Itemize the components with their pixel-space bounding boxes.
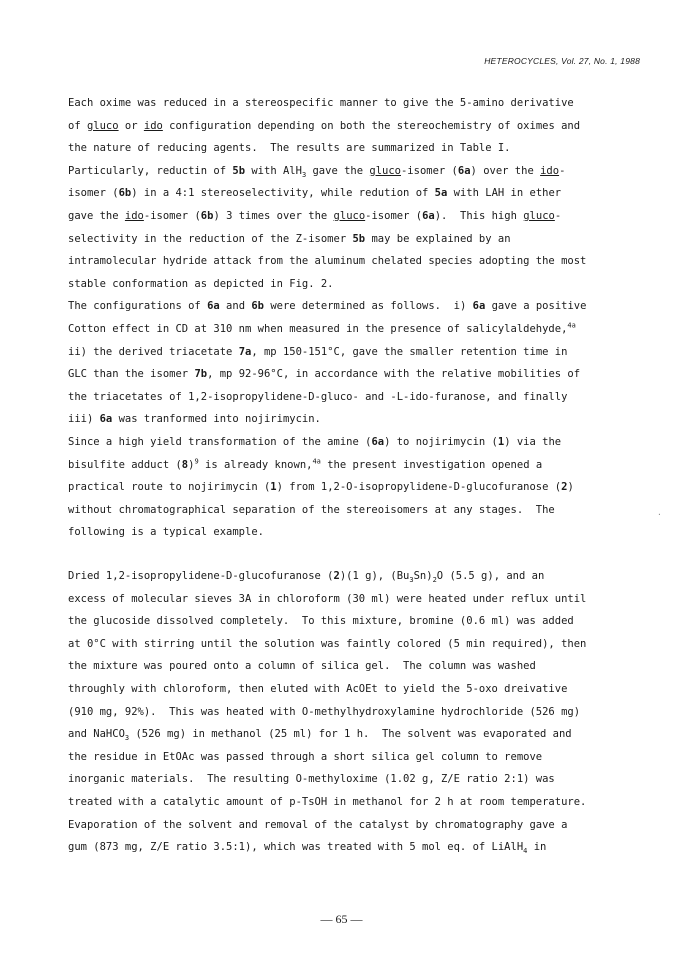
text-segment: ) via the	[504, 435, 562, 448]
text-segment: or	[118, 119, 144, 132]
text-line	[68, 565, 648, 588]
text-segment: 6a	[371, 435, 385, 448]
text-segment: Each oxime was reduced in a stereospecific manner to give the 5-amino derivative	[68, 97, 574, 109]
text-segment: 2	[333, 570, 340, 582]
text-segment: the triacetates of 1,2-isopropylidene-D-gluco- and -L-ido-furanose, and finally	[68, 390, 568, 403]
text-line	[68, 250, 648, 273]
text-segment: )	[188, 458, 195, 471]
text-line	[68, 454, 648, 477]
text-segment: -isomer (	[365, 209, 423, 222]
text-segment: following is a typical example.	[68, 526, 264, 539]
text-segment: intramolecular hydride attack from the aluminum chelated species adopting the most	[68, 255, 587, 268]
text-segment: gluco	[86, 119, 119, 132]
text-segment: 4a	[567, 321, 576, 330]
text-segment: treated with a catalytic amount of p-TsOH in methanol for 2 h at room temperature.	[68, 795, 587, 808]
text-line	[68, 768, 648, 791]
margin-mark: ·	[657, 510, 662, 519]
text-segment: -	[559, 164, 566, 177]
text-segment: ido	[124, 209, 144, 222]
text-segment: , mp 92-96°C, in accordance with the relative mobilities of	[207, 368, 581, 381]
text-segment: Since a high yield transformation of the amine (	[68, 435, 372, 448]
text-segment: is already known,	[198, 458, 313, 471]
text-segment: 5a	[434, 187, 448, 200]
text-segment: the nature of reducing agents. The results are summarized in Table I.	[68, 142, 511, 155]
text-segment: without chromatographical separation of the stereoisomers at any stages. The	[68, 503, 555, 516]
text-segment: may be explained by an	[365, 232, 511, 245]
text-segment: stable conformation as depicted in Fig. 2.	[68, 277, 334, 290]
text-segment: of	[68, 119, 87, 132]
text-segment: 2	[561, 481, 568, 494]
text-segment: 8	[181, 458, 189, 471]
text-line	[68, 610, 648, 633]
text-segment: 4a	[312, 457, 321, 465]
text-line	[68, 588, 648, 611]
text-segment: 6b	[200, 209, 214, 222]
text-segment: iii)	[68, 413, 100, 426]
text-segment: GLC than the isomer	[68, 368, 195, 381]
text-line	[68, 408, 648, 431]
text-segment: gave the	[68, 209, 125, 222]
text-segment: gave the	[306, 164, 370, 177]
text-segment: )	[567, 481, 574, 494]
text-segment: ) to nojirimycin (	[384, 435, 498, 448]
text-line	[68, 678, 648, 701]
text-segment: ). This high	[434, 209, 524, 222]
text-segment: -	[554, 209, 562, 222]
text-segment: throughly with chloroform, then eluted with AcOEt to yield the 5-oxo dreivative	[68, 682, 568, 695]
text-segment: and	[219, 300, 252, 313]
text-segment: were determined as follows. i)	[264, 300, 473, 313]
text-segment: and NaHCO	[68, 728, 125, 741]
text-segment: selectivity in the reduction of the Z-isomer	[68, 232, 353, 245]
text-segment: 5b	[232, 164, 246, 177]
text-segment: (526 mg) in methanol (25 ml) for 1 h. The solvent was evaporated and	[129, 728, 572, 741]
text-segment: 2	[432, 576, 437, 585]
text-segment: 3	[301, 170, 307, 179]
text-segment: 6a	[457, 164, 471, 177]
text-segment: Dried 1,2-isopropylidene-D-glucofuranose (	[68, 570, 334, 582]
running-header: HETEROCYCLES, Vol. 27, No. 1, 1988	[484, 56, 640, 66]
text-segment: the mixture was poured onto a column of silica gel. The column was washed	[68, 660, 536, 673]
text-segment: , mp 150-151°C, gave the smaller retention time in	[251, 345, 568, 358]
text-line	[68, 836, 648, 859]
text-line	[68, 228, 648, 251]
text-segment: at 0°C with stirring until the solution was faintly colored (5 min required), then	[68, 637, 587, 650]
text-segment: isomer (	[68, 187, 119, 200]
text-segment: gluco	[369, 164, 401, 177]
text-segment: Cotton effect in CD at 310 nm when measured in the presence of salicylaldehyde,	[68, 322, 568, 335]
text-segment: 6b	[251, 300, 264, 313]
text-segment: 6a	[472, 300, 486, 313]
text-line	[68, 791, 648, 814]
text-segment: Evaporation of the solvent and removal of the catalyst by chromatography gave a	[68, 818, 568, 831]
text-segment: The configurations of	[68, 300, 208, 313]
text-segment: in	[527, 841, 547, 854]
text-segment: Particularly, reductin of	[68, 164, 233, 177]
text-segment: 6a	[99, 413, 113, 426]
text-segment: 3	[409, 576, 414, 585]
text-segment: inorganic materials. The resulting O-methyloxime (1.02 g, Z/E ratio 2:1) was	[68, 773, 555, 786]
text-segment: ) from 1,2-O-isopropylidene-D-glucofuranose (	[276, 481, 562, 494]
text-line	[68, 633, 648, 656]
text-segment: 1	[270, 481, 277, 494]
text-line	[68, 431, 648, 454]
text-line	[68, 814, 648, 837]
text-segment: was tranformed into nojirimycin.	[112, 413, 321, 426]
text-line	[68, 205, 648, 228]
text-line	[68, 115, 648, 138]
text-segment: 5b	[352, 232, 366, 245]
text-segment: O (5.5 g), and an	[436, 570, 545, 582]
text-segment: Sn)	[413, 570, 433, 582]
text-line	[68, 363, 648, 386]
text-line	[68, 341, 648, 364]
text-segment: with AlH	[245, 164, 302, 177]
page-number: — 65 —	[320, 912, 363, 926]
text-segment: 6a	[207, 300, 220, 313]
text-segment: gave a positive	[485, 300, 587, 313]
text-segment: the present investigation opened a	[320, 458, 543, 471]
text-segment: -isomer (	[400, 164, 458, 177]
text-line	[68, 723, 648, 746]
text-segment: with LAH in ether	[447, 187, 562, 200]
text-line	[68, 182, 648, 205]
text-segment: bisulfite adduct (	[68, 458, 182, 471]
text-segment: gluco	[333, 209, 366, 222]
text-segment: configuration depending on both the stereochemistry of oximes and	[162, 119, 581, 132]
text-line	[68, 746, 648, 769]
text-segment: the glucoside dissolved completely. To this mixture, bromine (0.6 ml) was added	[68, 615, 574, 628]
text-segment: 6b	[118, 187, 132, 200]
text-segment: ) in a 4:1 stereoselectivity, while redution of	[131, 187, 435, 200]
text-segment: practical route to nojirimycin (	[68, 481, 271, 494]
text-line	[68, 476, 648, 499]
text-segment: ) over the	[470, 164, 541, 177]
text-segment: 1	[497, 435, 505, 448]
text-line	[68, 701, 648, 724]
text-segment: ) 3 times over the	[213, 209, 334, 222]
text-segment: 7b	[194, 368, 208, 381]
text-segment: 3	[124, 734, 130, 743]
text-line	[68, 521, 648, 544]
text-segment: 6a	[422, 209, 435, 222]
paragraph-oxime-reduction	[68, 92, 648, 544]
text-line	[68, 137, 648, 160]
text-line	[68, 160, 648, 183]
text-segment: )(1 g), (Bu	[339, 570, 410, 582]
paragraph-experimental	[68, 565, 648, 859]
text-segment: 4	[523, 847, 528, 856]
text-line	[68, 273, 648, 296]
text-line	[68, 92, 648, 115]
text-segment: gluco	[523, 209, 555, 222]
text-segment: gum (873 mg, Z/E ratio 3.5:1), which was treated with 5 mol eq. of LiAlH	[68, 841, 524, 854]
text-segment: ii) the derived triacetate	[68, 345, 239, 358]
text-segment: excess of molecular sieves 3A in chloroform (30 ml) were heated under reflux until	[68, 592, 587, 605]
text-line	[68, 318, 648, 341]
text-segment: (910 mg, 92%). This was heated with O-methylhydroxylamine hydrochloride (526 mg)	[68, 705, 581, 718]
text-segment: ido	[143, 119, 163, 132]
text-line	[68, 386, 648, 409]
text-line	[68, 499, 648, 522]
text-segment: 9	[194, 457, 199, 465]
text-segment: the residue in EtOAc was passed through a short silica gel column to remove	[68, 750, 543, 763]
text-segment: ido	[540, 164, 560, 177]
text-segment: 7a	[238, 345, 252, 358]
text-line	[68, 295, 648, 318]
text-line	[68, 655, 648, 678]
text-segment: -isomer (	[143, 209, 201, 222]
